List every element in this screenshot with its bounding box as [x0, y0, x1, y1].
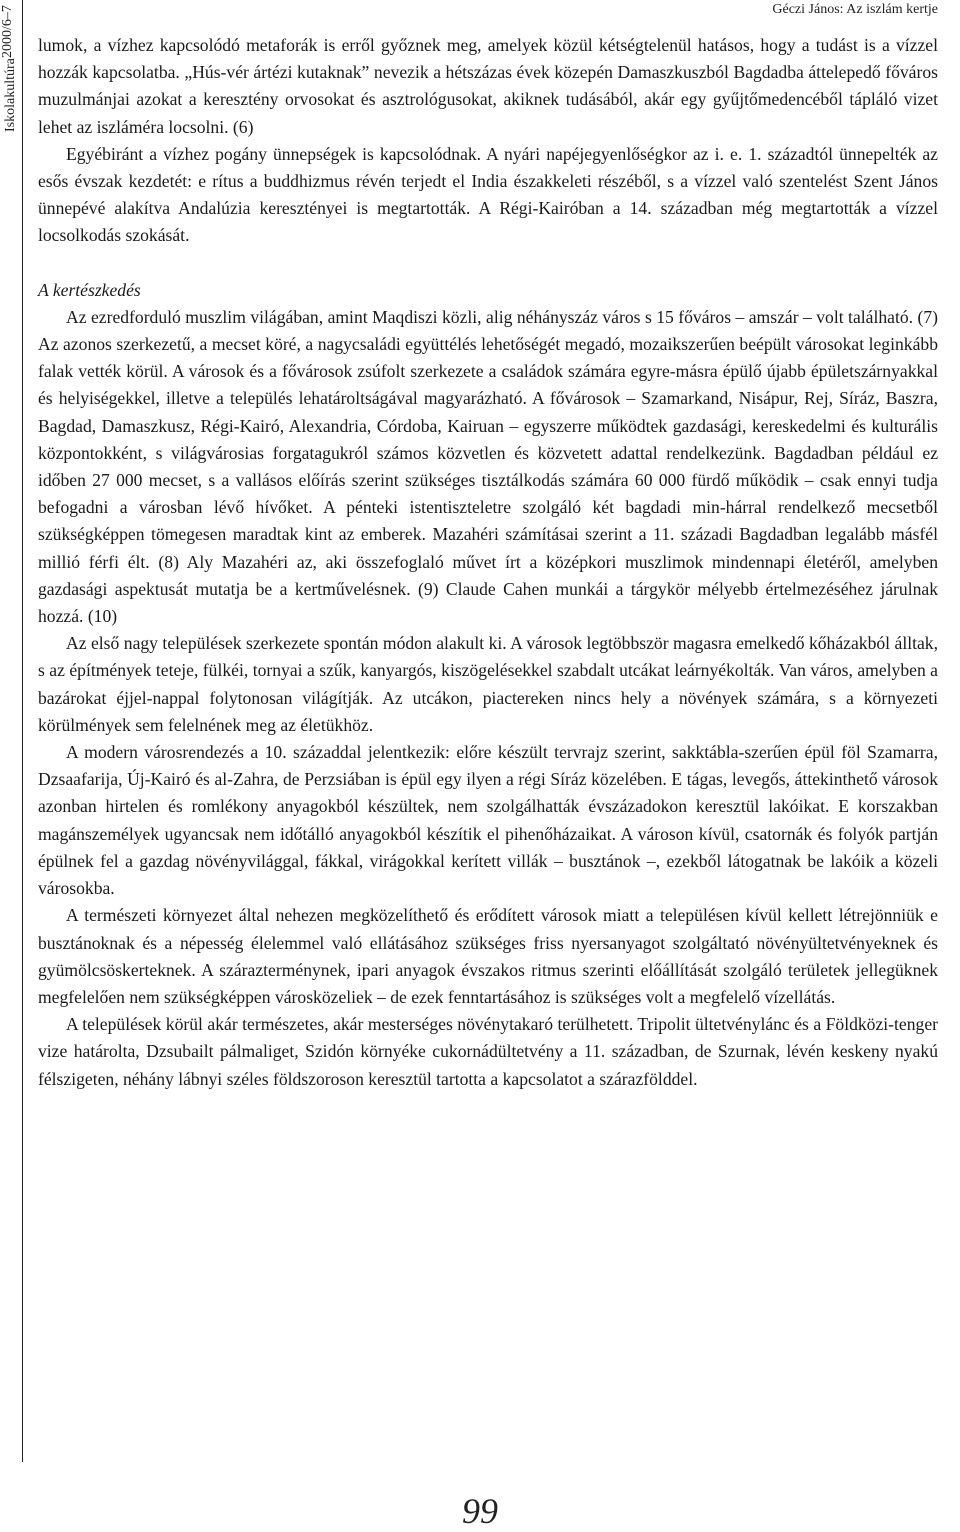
article-body [38, 32, 938, 1093]
paragraph: lumok, a vízhez kapcsolódó metaforák is erről győznek meg, amelyek közül kétségtelenül hatásos, hogy a tudást is a vízzel hozzák kapcsolatba. „Hús-vér ártézi kutaknak” nevezik a hétszázas évek közepén Damaszkuszból Bagdadba áttelepedő főváros muzulmánjai azokat a keresztény orvosokat és asztrológusokat, akiknek tudásából, akár egy gyűjtőmedencéből tápláló vizet lehet az iszláméra locsolni. (6) [38, 35, 938, 137]
journal-side-label [0, 2, 22, 132]
section-heading: A kertészkedés [38, 279, 141, 300]
paragraph: Az ezredforduló muszlim világában, amint Maqdiszi közli, alig néhányszáz város s 15 főváros – amszár – volt található. (7) Az azonos szerkezetű, a mecset köré, a nagycsaládi együttélés lehetőségét megadó, mozaikszerűen beépült városokat leginkább falak vették körül. A városok és a fővárosok zsúfolt szerkezete a családok számára egyre-másra épülő újabb épületszárnyakkal és helyiségekkel, illetve a település lehatároltságával magyarázható. A fővárosok – Szamarkand, Nisápur, Rej, Síráz, Baszra, Bagdad, Damaszkusz, Régi-Kairó, Alexandria, Córdoba, Kairuan – egyszerre működtek gazdasági, kereskedelmi és kulturális központokként, s világvárosias forgatagukról számos közvetlen és közvetett adattal rendelkezünk. Bagdadban például ez időben 27 000 mecset, s a vallásos előírás szerint szükséges tisztálkodás számára 60 000 fürdő működik – csak ennyi tudja befogadni a városban lévő hívőket. A pénteki istentiszteletre szolgáló két bagdadi min-hárral rendelkező mecsetből szükségképpen tömegesen maradtak kint az emberek. Mazahéri számításai szerint a 11. századi Bagdadban legalább másfél millió férfi élt. (8) Aly Mazahéri az, aki összefoglaló művet írt a középkori muszlimok mindennapi életéről, amelyben gazdasági aspektusát mutatja be a kertművelésnek. (9) Claude Cahen munkái a tárgykör mélyebb értelmezéséhez járulnak hozzá. (10) [38, 306, 938, 627]
paragraph: A települések körül akár természetes, akár mesterséges növénytakaró terülhetett. Tripolit ültetvénylánc és a Földközi-tenger vize határolta, Dzsubailt pálmaliget, Szidón környéke cukornádültetvény a 11. században, de Szurnak, lévén keskeny nyakú félszigeten, néhány lábnyi széles földszoroson keresztül tartotta a kapcsolatot a szárazfölddel. [38, 1014, 938, 1089]
section-spacer [38, 250, 938, 277]
page-number: 99 [462, 1491, 498, 1531]
margin-rule [22, 0, 23, 1462]
paragraph: A modern városrendezés a 10. századdal jelentkezik: előre készült tervrajz szerint, sakktábla-szerűen épül föl Szamarra, Dzsaafarija, Új-Kairó és al-Zahra, de Perzsiában is épül egy ilyen a régi Síráz közelében. E tágas, levegős, áttekinthető városok azonban hirtelen és romlékony anyagokból készültek, nem szolgálhatták évszázadokon keresztül lakóikat. E korszakban magánszemélyek ugyancsak nem időtálló anyagokból készítik el pihenőházaikat. A városon kívül, csatornák és folyók partján épülnek fel a gazdag növényvilággal, fákkal, virágokkal kerített villák – busztánok –, ezekből látogatnak be lakóik a közeli városokba. [38, 742, 938, 899]
journal-name: Iskolakultúra [3, 58, 18, 132]
paragraph: A természeti környezet által nehezen megközelíthető és erődített városok miatt a településen kívül kellett létrejönniük e busztánoknak és a népesség élelemmel való ellátásához szükséges friss nyersanyagot szolgáltató növényültetvényeknek és gyümölcsöskerteknek. A szárazterménynek, ipari anyagok évszakos ritmus szerinti előállítását szolgáló területek jellegüknek megfelelően nem szükségképpen városközeliek – de ezek fenntartásához is szükséges volt a megfelelő vízellátás. [38, 905, 938, 1007]
paragraph: Egyébiránt a vízhez pogány ünnepségek is kapcsolódnak. A nyári napéjegyenlőségkor az i. e. 1. századtól ünnepelték az esős évszak kezdetét: e rítus a buddhizmus révén terjedt el India északkeleti részéből, s a vízzel való szentelést Szent János ünnepévé alakítva Andalúzia keresztényei is megtartották. A Régi-Kairóban a 14. században még megtartották a vízzel locsolkodás szokását. [38, 143, 938, 246]
running-header: Géczi János: Az iszlám kertje [772, 2, 938, 17]
paragraph: Az első nagy települések szerkezete spontán módon alakult ki. A városok legtöbbször magasra emelkedő kőházakból álltak, s az építmények teteje, fülkéi, tornyai a szűk, kanyargós, kiszögelésekkel szabdalt utcákat leárnyékolták. Van város, amelyben a bazárokat éjjel-nappal folytonosan világítják. Az utcákon, piactereken nincs hely a növények számára, s a környezeti körülmények sem felelnének meg az életükhöz. [38, 633, 938, 735]
journal-issue: 2000/6–7 [0, 5, 15, 59]
